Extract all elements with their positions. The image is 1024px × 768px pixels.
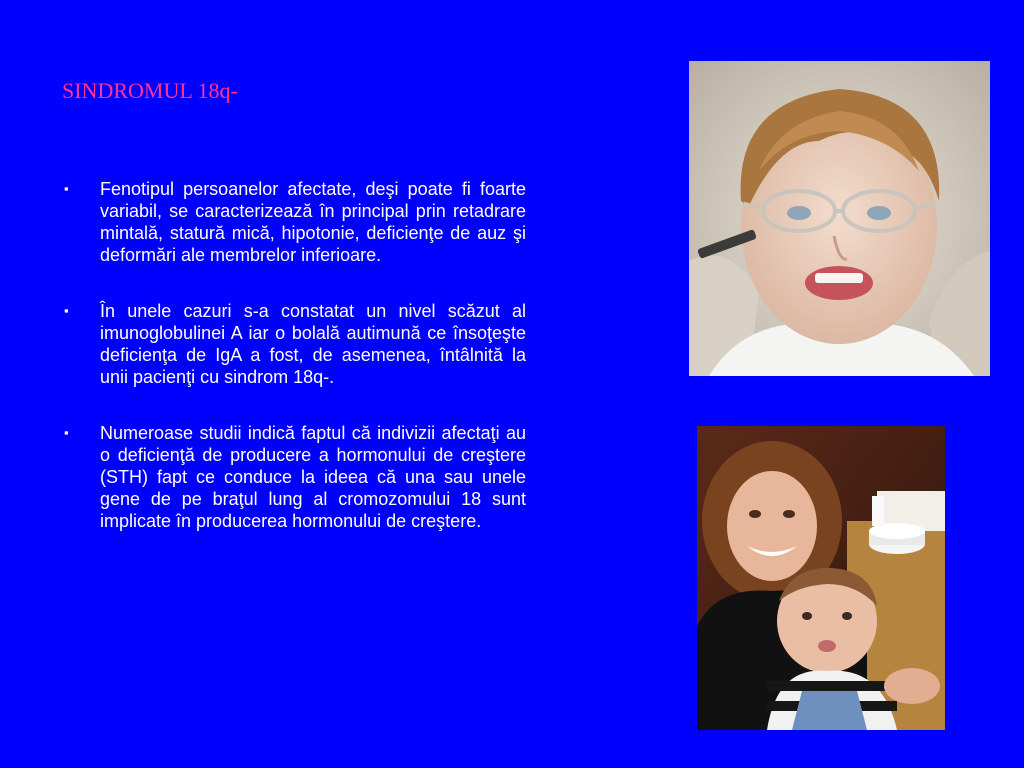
bullet-text: În unele cazuri s-a constatat un nivel scăzut al imunoglobulinei A iar o bolală autimună ce însoţeşte deficienţa de IgA a fost, de asemenea, întâlnită la unii pacienţi cu sindrom 18q-.	[100, 301, 526, 387]
mother-and-baby-photo	[697, 426, 945, 730]
bullet-text: Fenotipul persoanelor afectate, deşi poate fi foarte variabil, se caracterizează în principal prin retadrare mintală, statură mică, hipotonie, deficienţe de auz şi deformări ale membrelor inferioare.	[100, 179, 526, 265]
mother-and-baby-illustration	[697, 426, 945, 730]
child-portrait-illustration	[689, 61, 990, 376]
bullet-list	[64, 178, 526, 566]
bullet-item-iga	[64, 300, 526, 388]
slide-title: SINDROMUL 18q-	[62, 78, 238, 103]
bullet-item-growth-hormone	[64, 422, 526, 532]
bullet-square-icon: ▪	[64, 425, 69, 440]
bullet-square-icon: ▪	[64, 303, 69, 318]
bullet-item-phenotype	[64, 178, 526, 266]
bullet-square-icon: ▪	[64, 181, 69, 196]
child-portrait-photo	[689, 61, 990, 376]
bullet-text: Numeroase studii indică faptul că indivizii afectaţi au o deficienţă de producere a hormonului de creştere (STH) fapt ce conduce la ideea că una sau unele gene de pe braţul lung al cromozomului 18 sunt implicate în producerea hormonului de creştere.	[100, 423, 526, 531]
